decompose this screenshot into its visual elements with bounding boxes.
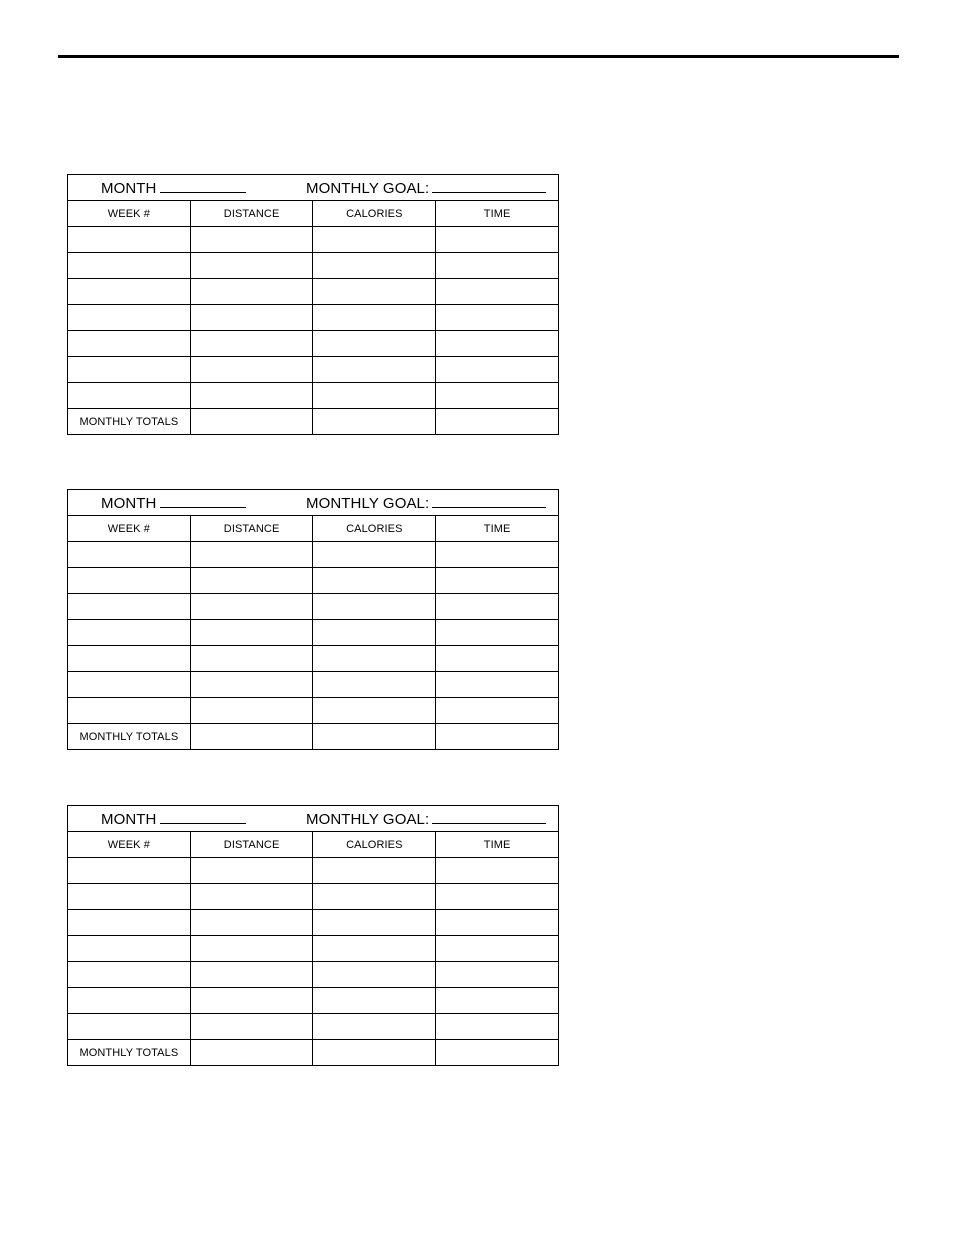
column-header-calories: CALORIES <box>313 832 436 858</box>
monthly-goal-field <box>306 495 546 512</box>
week-cell[interactable] <box>68 357 191 383</box>
column-header-calories: CALORIES <box>313 516 436 542</box>
calories-cell[interactable] <box>313 858 436 884</box>
month-label: MONTH <box>101 811 157 828</box>
monthly-goal-label: MONTHLY GOAL: <box>306 180 430 197</box>
time-cell[interactable] <box>436 936 559 962</box>
time-cell[interactable] <box>436 988 559 1014</box>
time-cell[interactable] <box>436 542 559 568</box>
month-field <box>101 495 246 512</box>
week-cell[interactable] <box>68 672 191 698</box>
week-cell[interactable] <box>68 279 191 305</box>
week-cell[interactable] <box>68 988 191 1014</box>
distance-cell[interactable] <box>190 698 313 724</box>
calories-cell[interactable] <box>313 962 436 988</box>
calories-cell[interactable] <box>313 227 436 253</box>
table-row <box>68 672 559 698</box>
time-cell[interactable] <box>436 331 559 357</box>
distance-cell[interactable] <box>190 383 313 409</box>
table-row <box>68 227 559 253</box>
time-total-cell[interactable] <box>436 1040 559 1066</box>
time-cell[interactable] <box>436 305 559 331</box>
monthly-totals-label: MONTHLY TOTALS <box>68 1040 191 1066</box>
time-cell[interactable] <box>436 962 559 988</box>
calories-cell[interactable] <box>313 253 436 279</box>
calories-cell[interactable] <box>313 1014 436 1040</box>
distance-cell[interactable] <box>190 1014 313 1040</box>
time-total-cell[interactable] <box>436 724 559 750</box>
column-header-row <box>68 201 559 227</box>
time-cell[interactable] <box>436 594 559 620</box>
monthly-goal-blank[interactable] <box>432 180 546 193</box>
week-cell[interactable] <box>68 936 191 962</box>
distance-cell[interactable] <box>190 620 313 646</box>
week-cell[interactable] <box>68 542 191 568</box>
week-cell[interactable] <box>68 646 191 672</box>
week-cell[interactable] <box>68 910 191 936</box>
monthly-log-table-3 <box>67 805 559 1066</box>
calories-cell[interactable] <box>313 988 436 1014</box>
month-goal-header <box>68 175 559 201</box>
monthly-totals-label: MONTHLY TOTALS <box>68 409 191 435</box>
table-row <box>68 1014 559 1040</box>
week-cell[interactable] <box>68 620 191 646</box>
calories-cell[interactable] <box>313 936 436 962</box>
calories-cell[interactable] <box>313 542 436 568</box>
week-cell[interactable] <box>68 383 191 409</box>
monthly-goal-label: MONTHLY GOAL: <box>306 811 430 828</box>
column-header-calories: CALORIES <box>313 201 436 227</box>
monthly-goal-blank[interactable] <box>432 495 546 508</box>
column-header-distance: DISTANCE <box>190 516 313 542</box>
distance-cell[interactable] <box>190 646 313 672</box>
table-row <box>68 305 559 331</box>
month-blank[interactable] <box>160 495 246 508</box>
monthly-goal-label: MONTHLY GOAL: <box>306 495 430 512</box>
calories-cell[interactable] <box>313 672 436 698</box>
week-cell[interactable] <box>68 568 191 594</box>
month-goal-header <box>68 806 559 832</box>
week-cell[interactable] <box>68 962 191 988</box>
month-blank[interactable] <box>160 811 246 824</box>
table-header-row <box>68 490 559 516</box>
column-header-distance: DISTANCE <box>190 832 313 858</box>
time-cell[interactable] <box>436 279 559 305</box>
distance-cell[interactable] <box>190 988 313 1014</box>
calories-cell[interactable] <box>313 646 436 672</box>
distance-cell[interactable] <box>190 910 313 936</box>
week-cell[interactable] <box>68 594 191 620</box>
table-row <box>68 884 559 910</box>
calories-cell[interactable] <box>313 305 436 331</box>
distance-cell[interactable] <box>190 253 313 279</box>
table-row <box>68 594 559 620</box>
table-row <box>68 542 559 568</box>
monthly-totals-label: MONTHLY TOTALS <box>68 724 191 750</box>
table-row <box>68 962 559 988</box>
time-cell[interactable] <box>436 253 559 279</box>
table-row <box>68 910 559 936</box>
totals-row <box>68 724 559 750</box>
table-row <box>68 279 559 305</box>
monthly-goal-field <box>306 811 546 828</box>
month-blank[interactable] <box>160 180 246 193</box>
month-label: MONTH <box>101 180 157 197</box>
month-label: MONTH <box>101 495 157 512</box>
week-cell[interactable] <box>68 1014 191 1040</box>
time-cell[interactable] <box>436 568 559 594</box>
column-header-row <box>68 832 559 858</box>
calories-cell[interactable] <box>313 884 436 910</box>
distance-cell[interactable] <box>190 568 313 594</box>
calories-cell[interactable] <box>313 620 436 646</box>
table-header-row <box>68 806 559 832</box>
distance-total-cell[interactable] <box>190 1040 313 1066</box>
time-cell[interactable] <box>436 910 559 936</box>
table-row <box>68 698 559 724</box>
column-header-week: WEEK # <box>68 516 191 542</box>
calories-cell[interactable] <box>313 331 436 357</box>
table-row <box>68 383 559 409</box>
distance-cell[interactable] <box>190 594 313 620</box>
table-row <box>68 646 559 672</box>
monthly-log-table-2 <box>67 489 559 750</box>
time-cell[interactable] <box>436 858 559 884</box>
column-header-distance: DISTANCE <box>190 201 313 227</box>
time-cell[interactable] <box>436 698 559 724</box>
distance-cell[interactable] <box>190 227 313 253</box>
time-cell[interactable] <box>436 672 559 698</box>
distance-cell[interactable] <box>190 279 313 305</box>
table-row <box>68 357 559 383</box>
distance-total-cell[interactable] <box>190 409 313 435</box>
time-cell[interactable] <box>436 227 559 253</box>
distance-cell[interactable] <box>190 858 313 884</box>
month-field <box>101 180 246 197</box>
time-cell[interactable] <box>436 1014 559 1040</box>
calories-total-cell[interactable] <box>313 1040 436 1066</box>
column-header-week: WEEK # <box>68 201 191 227</box>
time-cell[interactable] <box>436 383 559 409</box>
table-row <box>68 858 559 884</box>
column-header-time: TIME <box>436 516 559 542</box>
monthly-goal-field <box>306 180 546 197</box>
distance-cell[interactable] <box>190 884 313 910</box>
week-cell[interactable] <box>68 331 191 357</box>
distance-cell[interactable] <box>190 962 313 988</box>
calories-cell[interactable] <box>313 910 436 936</box>
month-field <box>101 811 246 828</box>
monthly-goal-blank[interactable] <box>432 811 546 824</box>
calories-cell[interactable] <box>313 357 436 383</box>
column-header-time: TIME <box>436 201 559 227</box>
week-cell[interactable] <box>68 305 191 331</box>
table-row <box>68 936 559 962</box>
distance-total-cell[interactable] <box>190 724 313 750</box>
totals-row <box>68 409 559 435</box>
distance-cell[interactable] <box>190 542 313 568</box>
week-cell[interactable] <box>68 858 191 884</box>
time-cell[interactable] <box>436 884 559 910</box>
monthly-log-table-1 <box>67 174 559 435</box>
distance-cell[interactable] <box>190 936 313 962</box>
calories-total-cell[interactable] <box>313 409 436 435</box>
table-row <box>68 988 559 1014</box>
calories-cell[interactable] <box>313 279 436 305</box>
calories-cell[interactable] <box>313 698 436 724</box>
distance-cell[interactable] <box>190 357 313 383</box>
time-total-cell[interactable] <box>436 409 559 435</box>
week-cell[interactable] <box>68 884 191 910</box>
calories-cell[interactable] <box>313 383 436 409</box>
distance-cell[interactable] <box>190 331 313 357</box>
calories-cell[interactable] <box>313 568 436 594</box>
week-cell[interactable] <box>68 253 191 279</box>
time-cell[interactable] <box>436 646 559 672</box>
calories-total-cell[interactable] <box>313 724 436 750</box>
totals-row <box>68 1040 559 1066</box>
table-row <box>68 331 559 357</box>
month-goal-header <box>68 490 559 516</box>
distance-cell[interactable] <box>190 305 313 331</box>
column-header-week: WEEK # <box>68 832 191 858</box>
time-cell[interactable] <box>436 357 559 383</box>
distance-cell[interactable] <box>190 672 313 698</box>
time-cell[interactable] <box>436 620 559 646</box>
column-header-time: TIME <box>436 832 559 858</box>
week-cell[interactable] <box>68 227 191 253</box>
table-row <box>68 620 559 646</box>
table-row <box>68 568 559 594</box>
top-rule <box>58 55 899 58</box>
calories-cell[interactable] <box>313 594 436 620</box>
week-cell[interactable] <box>68 698 191 724</box>
table-header-row <box>68 175 559 201</box>
table-row <box>68 253 559 279</box>
column-header-row <box>68 516 559 542</box>
